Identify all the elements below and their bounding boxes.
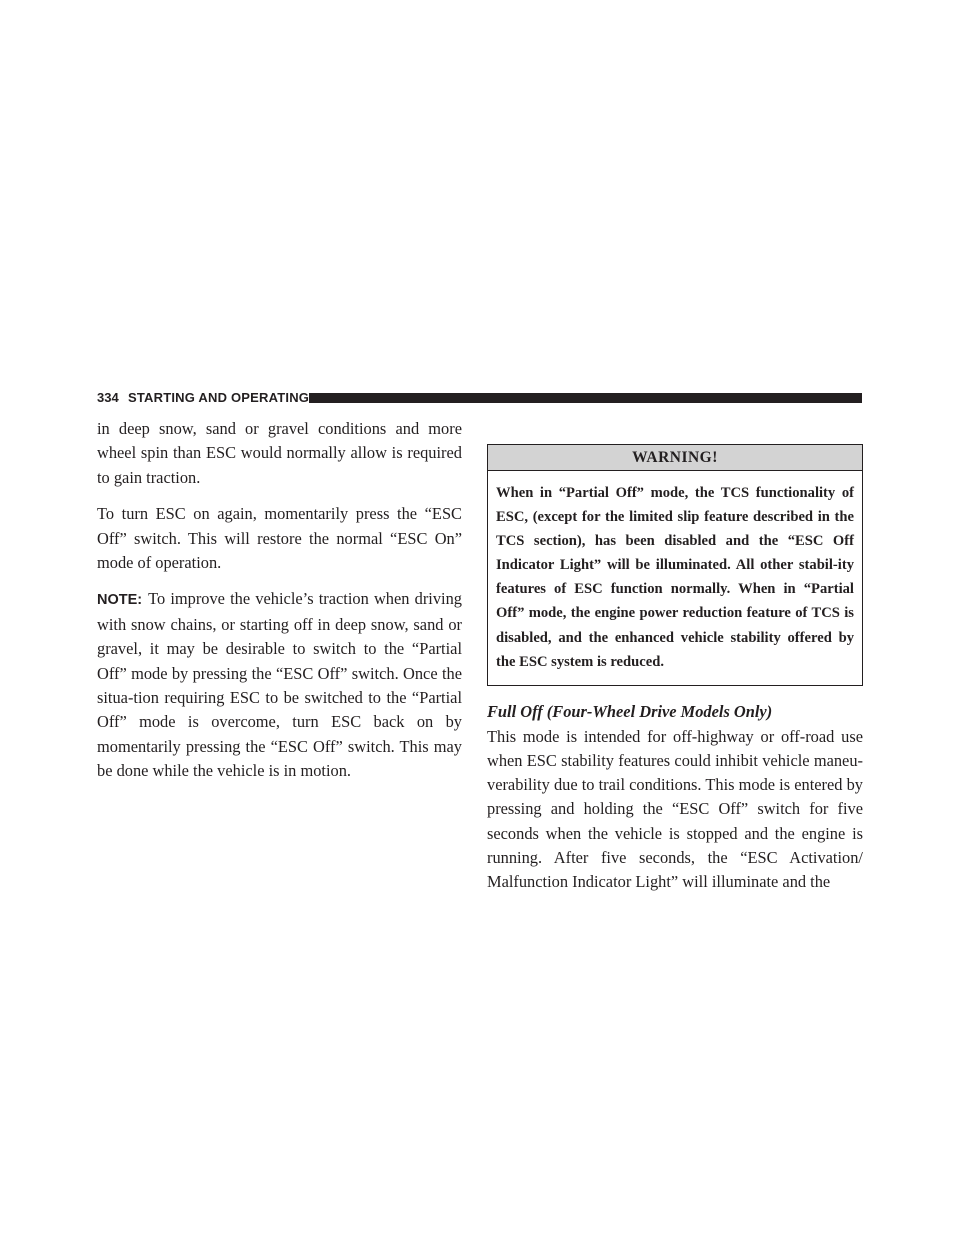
full-off-paragraph: This mode is intended for off-highway or off-road use when ESC stability features could inhibit vehicle maneu-verability due to trail conditions. This mode is entered by pressing and holding the “ESC Off” switch for five seconds when the vehicle is stopped and the engine is running. After five seconds, the “ESC Activation/ Malfunction Indicator Light” will illuminate and the	[487, 726, 863, 891]
note-text: To improve the vehicle’s traction when driving with snow chains, or starting off in deep snow, sand or gravel, it may be desirable to switch to the “Partial Off” mode by pressing the “ESC Off” switch. Once the situa-tion requiring ESC to be switched to the “Partial Off” mode is overcome, turn ESC back on by momentarily pressing the “ESC Off” switch. This may be done while the vehicle is in motion.	[97, 589, 462, 781]
full-off-heading: Full Off (Four-Wheel Drive Models Only)	[487, 701, 773, 721]
left-column	[97, 417, 462, 796]
paragraph-turn-esc-on: To turn ESC on again, momentarily press the “ESC Off” switch. This will restore the normal “ESC On” mode of operation.	[97, 504, 462, 573]
header-rule	[309, 393, 862, 403]
section-title: STARTING AND OPERATING	[128, 390, 310, 405]
warning-title: WARNING!	[488, 445, 862, 471]
page-header	[97, 391, 862, 405]
paragraph-deep-snow: in deep snow, sand or gravel conditions and more wheel spin than ESC would normally allow is required to gain traction.	[97, 419, 462, 487]
warning-box	[487, 444, 863, 686]
note-label: NOTE:	[97, 592, 143, 609]
note-paragraph	[97, 587, 462, 783]
page-number: 334	[97, 390, 119, 405]
warning-text: When in “Partial Off” mode, the TCS functionality of ESC, (except for the limited slip feature described in the TCS section), has been disabled and the “ESC Off Indicator Light” will be illuminated. All other stabil-ity features of ESC function normally. When in “Partial Off” mode, the engine power reduction feature of TCS is disabled, and the enhanced vehicle stability offered by the ESC system is reduced.	[496, 485, 854, 670]
right-column	[487, 444, 863, 894]
